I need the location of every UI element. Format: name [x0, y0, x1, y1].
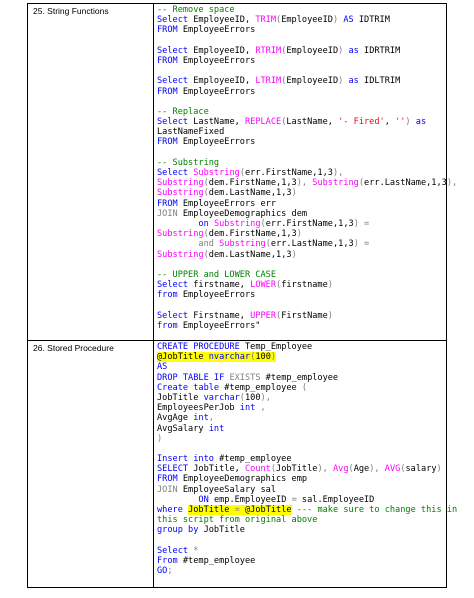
code-token — [157, 239, 198, 249]
code-token: FROM — [157, 25, 178, 36]
code-line — [157, 505, 457, 515]
code-token: Avg — [332, 464, 349, 475]
code-token: ) — [405, 117, 411, 128]
code-token: EmployeeErrors — [177, 137, 256, 148]
code-line — [157, 300, 457, 310]
code-token — [157, 495, 198, 505]
code-token: ( — [239, 168, 245, 178]
row-topic: 25. String Functions — [33, 6, 109, 16]
code-token: AS — [343, 15, 354, 26]
code-line — [157, 495, 457, 505]
code-line — [157, 270, 457, 280]
code-token: JOIN — [157, 208, 178, 219]
code-token: EmployeeErrors" — [177, 320, 261, 331]
code-token: Substring — [157, 178, 204, 189]
code-token: 100 — [255, 352, 271, 363]
code-token: ( — [348, 464, 354, 475]
code-token: Substring — [213, 218, 261, 229]
code-block — [157, 342, 457, 576]
code-line — [157, 352, 457, 362]
code-token: this script from original above — [157, 515, 318, 526]
code-token: EmployeeID — [281, 15, 333, 26]
code-token: ) — [338, 76, 344, 87]
code-token: -- Replace — [157, 106, 209, 117]
code-token: EmployeeID — [286, 76, 339, 87]
code-line — [157, 15, 457, 25]
code-line — [157, 148, 457, 158]
code-token: EmployeeSalary sal — [177, 484, 277, 495]
code-token: Select — [157, 45, 189, 56]
code-token: JobTitle — [157, 392, 204, 403]
code-token: IDRTRIM — [358, 45, 401, 56]
code-line — [157, 424, 457, 434]
code-token: FROM — [157, 55, 178, 66]
code-token: Select — [157, 76, 189, 87]
code-token: ( — [250, 352, 256, 363]
code-token: Select — [157, 310, 189, 321]
code-token: as — [348, 76, 359, 87]
code-line — [157, 536, 457, 546]
code-token: FROM — [157, 198, 178, 209]
code-token: ) — [157, 433, 163, 444]
code-token: ) — [353, 218, 359, 229]
code-token: ( — [281, 76, 287, 87]
code-line — [157, 117, 457, 127]
code-line — [157, 250, 457, 260]
code-token: dem.FirstName,1,3 — [208, 178, 297, 189]
code-token: dem.LastName,1,3 — [208, 249, 292, 260]
code-token: FROM — [157, 474, 178, 485]
code-token: ( — [358, 178, 365, 189]
code-token: EmployeeID — [286, 45, 339, 56]
code-token: ) — [436, 464, 442, 475]
code-token: AvgAge — [157, 413, 194, 424]
code-token: Substring — [312, 178, 359, 189]
code-token: Firstname, — [188, 310, 251, 321]
code-token: AS — [157, 362, 168, 373]
code-token: CREATE PROCEDURE — [157, 342, 240, 352]
code-token: EmployeesPerJob — [157, 403, 240, 414]
code-token: Substring — [193, 168, 240, 178]
code-line — [157, 209, 457, 219]
code-token: ( — [203, 229, 209, 240]
code-token: JOIN — [157, 484, 178, 495]
code-token: -- Remove space — [157, 5, 235, 15]
code-token: ( — [260, 218, 266, 229]
code-token — [157, 219, 198, 229]
code-line — [157, 97, 457, 107]
code-token: from — [157, 290, 178, 301]
code-token: Substring — [157, 249, 204, 260]
code-line — [157, 403, 457, 413]
code-token: '- Fired' — [338, 117, 385, 128]
code-token: dem.FirstName,1,3 — [208, 229, 297, 240]
code-line — [157, 199, 457, 209]
code-line — [157, 290, 457, 300]
code-token: LastName, — [286, 117, 339, 128]
code-token: Substring — [157, 188, 204, 199]
code-token: AvgSalary — [157, 423, 209, 434]
code-line — [157, 188, 457, 198]
code-token: int — [239, 403, 256, 414]
code-token: REPLACE — [244, 117, 282, 128]
code-token: EmployeeErrors — [177, 86, 256, 97]
code-token: ( — [203, 178, 209, 189]
code-line — [157, 260, 457, 270]
code-token: ) — [327, 280, 333, 291]
code-token: Temp_Employee — [239, 342, 313, 352]
code-token: sal.EmployeeID — [296, 494, 375, 505]
code-token: JobTitle — [198, 525, 245, 536]
code-token: EmployeeErrors — [177, 25, 256, 36]
code-token: ( — [400, 464, 406, 475]
code-line — [157, 474, 457, 484]
code-token: Substring — [157, 229, 204, 240]
code-token: EmployeeDemographics dem — [177, 208, 308, 219]
code-token: ) — [270, 352, 277, 363]
code-token: ; — [167, 566, 173, 577]
code-token: = — [234, 505, 240, 515]
code-line — [157, 158, 457, 168]
code-token: Select — [157, 117, 189, 128]
code-line — [157, 229, 457, 239]
code-token: dem.LastName,1,3 — [208, 188, 292, 199]
code-line — [157, 515, 457, 525]
code-token: EmployeeID, — [188, 45, 256, 56]
code-line — [157, 362, 457, 372]
code-token: @JobTitle — [157, 352, 209, 363]
code-token: ), — [332, 168, 344, 178]
code-token: , — [208, 413, 214, 424]
code-line — [157, 383, 457, 393]
code-token: 100 — [244, 392, 261, 403]
code-token: ) — [327, 310, 333, 321]
code-line — [157, 485, 457, 495]
code-token: RTRIM — [255, 45, 282, 56]
code-token: ( — [203, 188, 209, 199]
row-divider — [28, 340, 446, 341]
code-line — [157, 434, 457, 444]
code-token: Create table — [157, 382, 220, 393]
code-token: Substring — [219, 239, 266, 250]
code-token: EmployeeErrors err — [177, 198, 277, 209]
code-token: and — [198, 239, 214, 250]
code-line — [157, 311, 457, 321]
code-token: int — [208, 423, 225, 434]
code-token: = — [358, 239, 375, 250]
code-token: ) — [338, 45, 344, 56]
code-line — [157, 46, 457, 56]
code-token: firstname — [281, 280, 328, 291]
code-line — [157, 76, 457, 86]
code-line — [157, 127, 457, 137]
code-token: -- UPPER and LOWER CASE — [157, 269, 276, 280]
code-token: salary — [405, 464, 437, 475]
code-token: ), — [296, 178, 308, 189]
code-token: nvarchar — [208, 352, 251, 363]
code-line — [157, 87, 457, 97]
code-token: EmployeeID, — [188, 76, 256, 87]
code-token: UPPER — [250, 310, 277, 321]
code-line — [157, 413, 457, 423]
code-token: on — [198, 218, 209, 229]
code-token: EmployeeID, — [188, 15, 256, 26]
code-token: TRIM — [255, 15, 277, 26]
column-divider — [153, 4, 154, 587]
code-line — [157, 36, 457, 46]
code-token: FROM — [157, 86, 178, 97]
code-line — [157, 321, 457, 331]
code-line — [157, 25, 457, 35]
code-line — [157, 107, 457, 117]
code-token: ( — [239, 392, 245, 403]
code-token: LOWER — [250, 280, 277, 291]
code-token: ) — [296, 229, 302, 240]
code-line — [157, 454, 457, 464]
code-token: group by — [157, 525, 199, 536]
code-token: int — [193, 413, 209, 424]
code-line — [157, 464, 457, 474]
code-token: FirstName — [281, 310, 328, 321]
code-block — [157, 5, 457, 331]
code-token: * — [193, 545, 199, 556]
code-token: ( — [276, 310, 282, 321]
code-token: @JobTitle — [239, 505, 292, 515]
code-token: LastName, — [188, 117, 245, 128]
code-line — [157, 546, 457, 556]
code-token: ( — [276, 15, 282, 26]
code-token: AVG — [384, 464, 401, 475]
code-token: Count — [244, 464, 271, 475]
code-token: as — [348, 45, 359, 56]
code-token: #temp_employee — [219, 382, 302, 393]
code-line — [157, 219, 457, 229]
code-token: LastNameFixed — [157, 127, 225, 138]
code-token: ( — [301, 382, 308, 393]
code-token: Insert into — [157, 454, 214, 465]
row-topic: 26. Stored Procedure — [33, 343, 114, 353]
code-token: err.LastName,1,3 — [364, 178, 447, 189]
code-token: where — [157, 505, 183, 515]
code-token: ON — [198, 494, 209, 505]
code-token: LTRIM — [255, 76, 282, 87]
code-line — [157, 5, 457, 15]
code-token: ( — [270, 464, 277, 475]
code-token: EmployeeDemographics emp — [177, 474, 308, 485]
code-token: ), — [260, 392, 271, 403]
code-token: err.LastName,1,3 — [270, 239, 354, 250]
code-token: EmployeeErrors — [177, 290, 256, 301]
code-line — [157, 444, 457, 454]
code-token: , — [384, 117, 396, 128]
code-token: Age — [353, 464, 370, 475]
code-line — [157, 566, 457, 576]
code-token: ( — [265, 239, 271, 250]
code-token: ( — [203, 249, 209, 260]
code-token: ) — [291, 249, 297, 260]
code-token: FROM — [157, 137, 178, 148]
code-token: Select — [157, 15, 189, 26]
code-token: '' — [395, 117, 406, 128]
code-token: err.FirstName,1,3 — [245, 168, 333, 178]
code-line — [157, 393, 457, 403]
code-token: DROP TABLE IF — [157, 372, 225, 383]
code-token: emp.EmployeeID — [208, 494, 292, 505]
code-token: as — [415, 117, 427, 128]
code-token: ) — [291, 188, 297, 199]
code-token: ), — [369, 464, 380, 475]
code-line — [157, 239, 457, 249]
code-token: ( — [281, 45, 287, 56]
code-token: err.FirstName,1,3 — [265, 218, 354, 229]
code-line — [157, 66, 457, 76]
code-line — [157, 342, 457, 352]
code-token: from — [157, 320, 178, 331]
code-token: ) — [353, 239, 359, 250]
code-token: EXISTS — [229, 372, 261, 383]
code-token: IDTRIM — [353, 15, 390, 26]
code-token: SELECT — [157, 464, 189, 475]
code-token: --- make sure to change this in — [291, 505, 458, 515]
code-line — [157, 280, 457, 290]
code-line — [157, 178, 457, 188]
code-token: EmployeeErrors — [177, 55, 256, 66]
code-line — [157, 168, 457, 178]
code-line — [157, 137, 457, 147]
code-token: JobTitle, — [188, 464, 245, 475]
code-token: ( — [281, 117, 287, 128]
code-token: JobTitle — [276, 464, 318, 475]
document-table — [27, 3, 458, 588]
code-line — [157, 373, 457, 383]
code-token: IDLTRIM — [358, 76, 401, 87]
code-token: Select — [157, 168, 189, 178]
code-token: JobTitle — [188, 505, 235, 515]
code-line — [157, 525, 457, 535]
code-token: #temp_employee — [260, 372, 339, 383]
code-token: = — [358, 218, 375, 229]
code-token: -- Substring — [157, 157, 220, 168]
code-token: Select — [157, 545, 189, 556]
code-token: , — [255, 403, 266, 414]
code-token: ) — [332, 15, 339, 26]
code-line — [157, 56, 457, 66]
code-token: ), — [317, 464, 328, 475]
code-token: #temp_employee — [213, 454, 292, 465]
code-line — [157, 556, 457, 566]
code-token: firstname, — [188, 280, 251, 291]
code-token: GO — [157, 566, 168, 577]
code-token: = — [291, 494, 297, 505]
code-token: #temp_employee — [177, 555, 256, 566]
code-token: varchar — [203, 392, 240, 403]
code-token: ( — [276, 280, 282, 291]
code-token: Select — [157, 280, 189, 291]
code-token: From — [157, 555, 178, 566]
code-token: ), — [446, 178, 458, 189]
